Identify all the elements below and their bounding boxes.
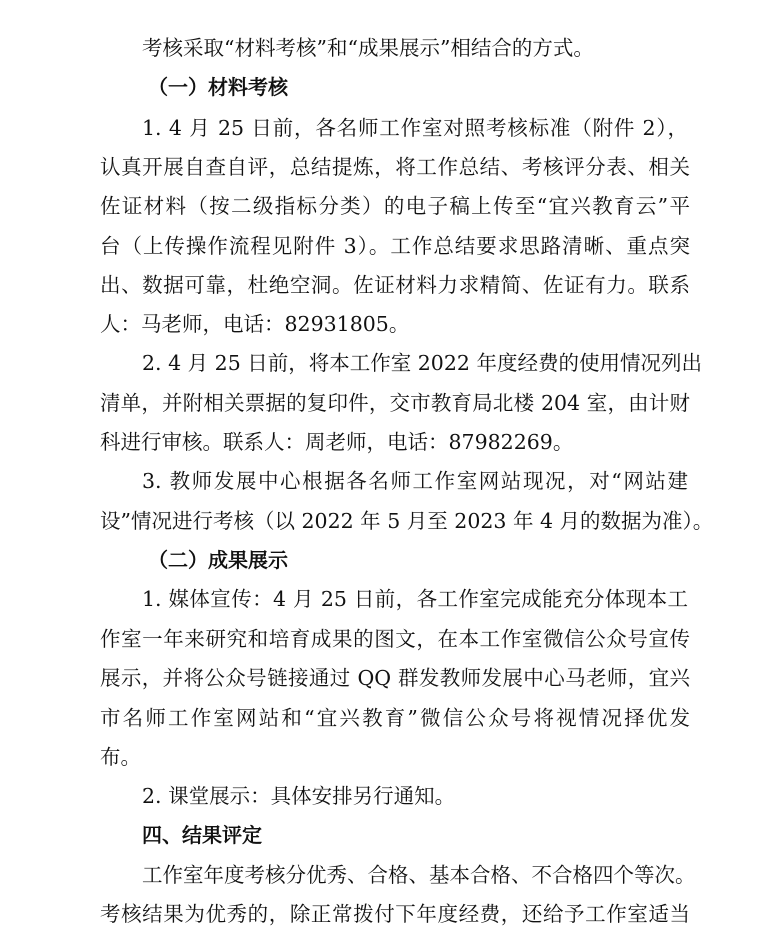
paragraph-line: 2. 课堂展示：具体安排另行通知。: [142, 784, 456, 808]
paragraph-line: 3. 教师发展中心根据各名师工作室网站现况，对“网站建: [142, 469, 688, 493]
section-heading-materials: （一）材料考核: [148, 75, 288, 99]
paragraph-line: 1. 媒体宣传：4 月 25 日前，各工作室完成能充分体现本工: [142, 587, 688, 611]
section-heading-evaluation: 四、结果评定: [142, 823, 262, 847]
paragraph-line: 佐证材料（按二级指标分类）的电子稿上传至“宜兴教育云”平: [100, 194, 690, 218]
paragraph-line: 考核采取“材料考核”和“成果展示”相结合的方式。: [142, 36, 594, 60]
paragraph-line: 科进行审核。联系人：周老师，电话：87982269。: [100, 430, 574, 454]
paragraph-line: 台（上传操作流程见附件 3）。工作总结要求思路清晰、重点突: [100, 234, 690, 258]
paragraph-line: 作室一年来研究和培育成果的图文，在本工作室微信公众号宣传: [100, 627, 690, 651]
paragraph-line: 2. 4 月 25 日前，将本工作室 2022 年度经费的使用情况列出: [142, 351, 702, 375]
paragraph-line: 考核结果为优秀的，除正常拨付下年度经费，还给予工作室适当: [100, 902, 690, 926]
section-heading-results: （二）成果展示: [148, 548, 288, 572]
paragraph-line: 设”情况进行考核（以 2022 年 5 月至 2023 年 4 月的数据为准）。: [100, 509, 714, 533]
paragraph-line: 工作室年度考核分优秀、合格、基本合格、不合格四个等次。: [142, 863, 696, 887]
paragraph-line: 人：马老师，电话：82931805。: [100, 312, 410, 336]
paragraph-line: 清单，并附相关票据的复印件，交市教育局北楼 204 室，由计财: [100, 391, 690, 415]
paragraph-line: 认真开展自查自评，总结提炼，将工作总结、考核评分表、相关: [100, 155, 690, 179]
paragraph-line: 布。: [100, 745, 141, 769]
paragraph-line: 展示，并将公众号链接通过 QQ 群发教师发展中心马老师，宜兴: [100, 666, 690, 690]
paragraph-line: 出、数据可靠，杜绝空洞。佐证材料力求精简、佐证有力。联系: [100, 273, 690, 297]
paragraph-line: 市名师工作室网站和“宜兴教育”微信公众号将视情况择优发: [100, 706, 690, 730]
paragraph-line: 1. 4 月 25 日前，各名师工作室对照考核标准（附件 2），: [142, 116, 688, 140]
